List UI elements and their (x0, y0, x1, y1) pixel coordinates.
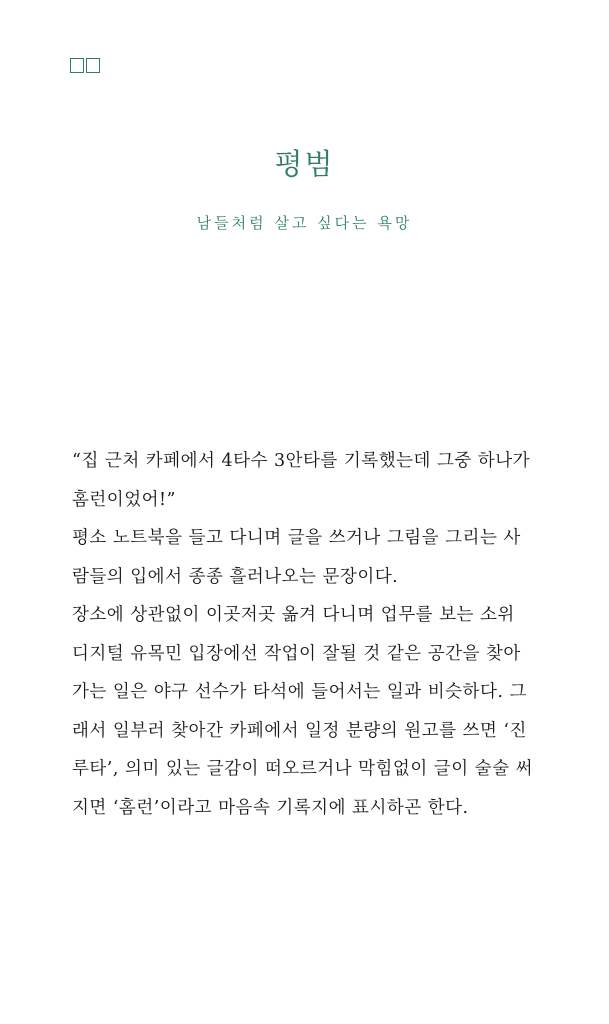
chapter-subtitle: 남들처럼 살고 싶다는 욕망 (196, 214, 413, 232)
chapter-marker-glyphs (70, 58, 100, 73)
missing-glyph-box (70, 58, 84, 73)
missing-glyph-box (86, 58, 100, 73)
body-paragraph: “집 근처 카페에서 4타수 3안타를 기록했는데 그중 하나가 홈런이었어!” (72, 451, 531, 510)
body-paragraph: 장소에 상관없이 이곳저곳 옮겨 다니며 업무를 보는 소위 디지털 유목민 입장에선 작업이 잘될 것 같은 공간을 찾아가는 일은 야구 선수가 타석에 들어서는 일과 비슷하다. 그래서 일부러 찾아간 카페에서 일정 분량의 원고를 쓰면 ‘진루타’, 의미 있는 글감이 떠오르거나 막힘없이 글이 술술 써지면 ‘홈런’이라고 마음속 기록지에 표시하곤 한다. (72, 605, 533, 818)
body-text (72, 442, 538, 827)
body-paragraph: 평소 노트북을 들고 다니며 글을 쓰거나 그림을 그리는 사람들의 입에서 종종 흘러나오는 문장이다. (72, 528, 521, 587)
chapter-title: 평범 (274, 147, 335, 181)
